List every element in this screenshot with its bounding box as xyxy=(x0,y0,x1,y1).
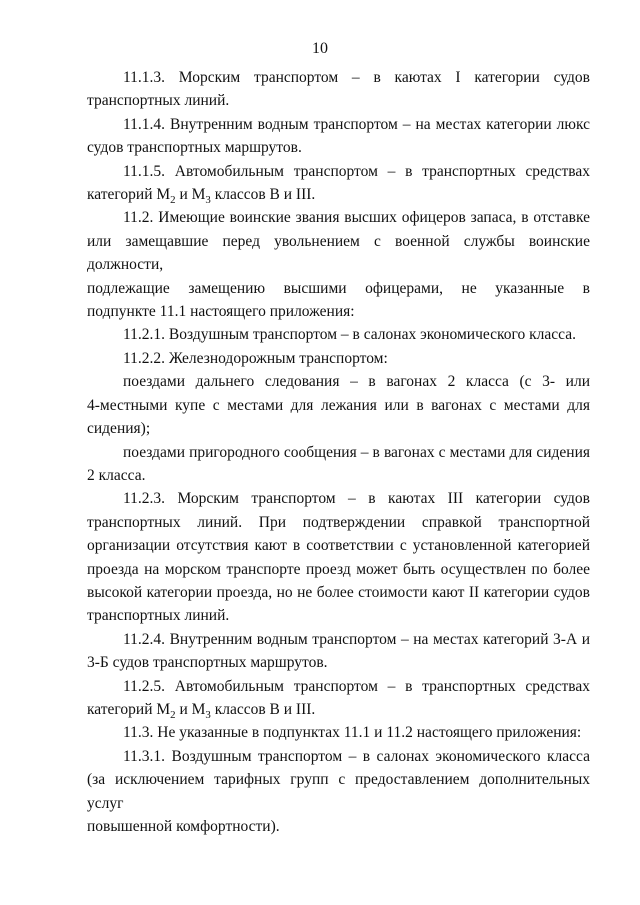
text-line: 11.3. Не указанные в подпунктах 11.1 и 11.2 настоящего приложения: xyxy=(123,724,582,742)
text-fragment: и M xyxy=(175,700,206,718)
text-line: 11.2.5. Автомобильным транспортом – в транспортных средствах xyxy=(123,677,590,695)
text-line: 11.2. Имеющие воинские звания высших офицеров запаса, в отставке xyxy=(123,209,590,227)
text-line xyxy=(87,183,590,206)
paragraph-suburban-trains xyxy=(87,441,590,488)
text-line: транспортных линий. xyxy=(87,607,230,625)
text-line: 11.1.3. Морским транспортом – в каютах I категории судов xyxy=(123,69,590,86)
subscript: 3 xyxy=(205,194,211,207)
subscript: 2 xyxy=(170,194,176,207)
paragraph-11-1-5 xyxy=(87,160,590,207)
text-line: транспортных линий. При подтверждении справкой транспортной xyxy=(87,513,590,531)
text-line: поездами пригородного сообщения – в вагонах с местами для сидения xyxy=(123,443,590,461)
paragraph-11-2 xyxy=(87,206,590,323)
paragraph-11-2-2 xyxy=(87,347,590,370)
text-line: 3-Б судов транспортных маршрутов. xyxy=(87,654,328,672)
subscript: 3 xyxy=(205,709,211,722)
text-fragment: категорий M xyxy=(87,186,171,204)
text-line: 11.2.3. Морским транспортом – в каютах III категории судов xyxy=(123,490,590,508)
paragraph-long-distance-trains xyxy=(87,370,590,440)
paragraph-11-1-4 xyxy=(87,113,590,160)
subscript: 2 xyxy=(170,709,176,722)
text-line: 2 класса. xyxy=(87,466,146,484)
text-line: 11.2.4. Внутренним водным транспортом – на местах категорий 3-А и xyxy=(123,630,590,648)
text-line: судов транспортных маршрутов. xyxy=(87,139,302,157)
text-line: высокой категории проезда, но не более стоимости кают II категории судов xyxy=(87,583,590,601)
text-line: или замещавшие перед увольнением с военной службы воинские должности, xyxy=(87,232,590,274)
text-fragment: классов B и III. xyxy=(210,700,316,718)
text-line: организации отсутствия кают в соответствии с установленной категорией xyxy=(87,537,590,555)
text-line: (за исключением тарифных групп с предоставлением дополнительных услуг xyxy=(87,771,590,812)
text-line: 11.3.1. Воздушным транспортом – в салонах экономического класса xyxy=(123,747,590,765)
text-line xyxy=(87,698,590,721)
text-line: 11.2.1. Воздушным транспортом – в салонах экономического класса. xyxy=(123,326,576,344)
text-line: подпункте 11.1 настоящего приложения: xyxy=(87,303,355,321)
text-line: поездами дальнего следования – в вагонах 2 класса (с 3- или xyxy=(123,373,590,391)
document-body xyxy=(87,66,590,838)
paragraph-11-2-4 xyxy=(87,628,590,675)
text-line: 4-местными купе с местами для лежания или в вагонах с местами для xyxy=(87,396,590,414)
text-fragment: категорий M xyxy=(87,700,171,718)
text-fragment: и M xyxy=(175,186,206,204)
paragraph-11-1-3 xyxy=(87,66,590,113)
text-fragment: классов B и III. xyxy=(210,186,316,204)
paragraph-11-3-1 xyxy=(87,745,590,839)
text-line: подлежащие замещению высшими офицерами, не указанные в xyxy=(87,279,590,297)
paragraph-11-2-3 xyxy=(87,487,590,627)
text-line: 11.1.5. Автомобильным транспортом – в транспортных средствах xyxy=(123,162,590,180)
paragraph-11-2-1 xyxy=(87,323,590,346)
text-line: проезда на морском транспорте проезд может быть осуществлен по более xyxy=(87,560,590,578)
text-line: транспортных линий. xyxy=(87,92,230,110)
text-line: 11.2.2. Железнодорожным транспортом: xyxy=(123,349,388,367)
paragraph-11-3 xyxy=(87,721,590,744)
text-line: 11.1.4. Внутренним водным транспортом – на местах категории люкс xyxy=(123,115,590,133)
text-line: повышенной комфортности). xyxy=(87,818,280,835)
text-line: сидения); xyxy=(87,420,151,438)
page-number: 10 xyxy=(312,40,328,57)
paragraph-11-2-5 xyxy=(87,675,590,722)
